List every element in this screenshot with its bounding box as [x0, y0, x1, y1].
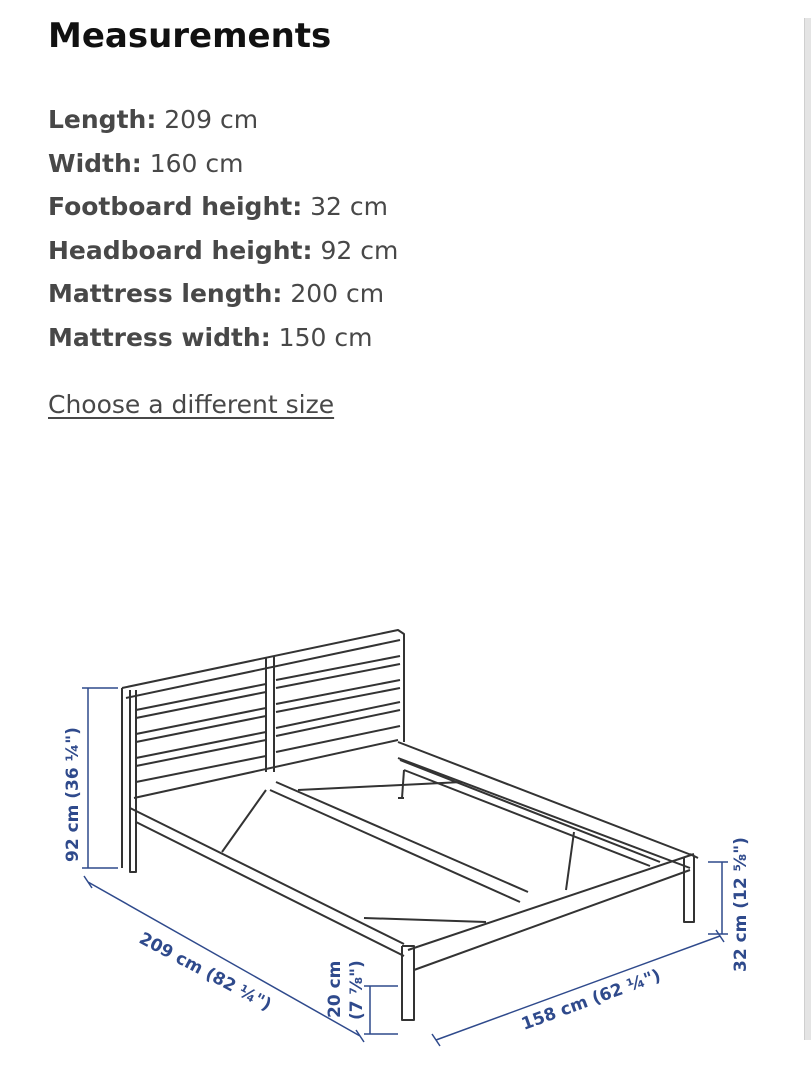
spec-value: 150 cm: [278, 322, 373, 352]
spec-value: 209 cm: [164, 105, 259, 134]
spec-label: Width:: [48, 148, 142, 178]
spec-label: Footboard height:: [48, 192, 303, 221]
spec-label: Mattress width:: [48, 322, 271, 352]
choose-size-link[interactable]: Choose a different size: [48, 390, 335, 419]
spec-footboard-height: [48, 185, 398, 229]
spec-value: 160 cm: [149, 148, 244, 178]
measurements-list: [48, 98, 398, 359]
spec-value: 92 cm: [320, 235, 399, 265]
spec-label: Length:: [48, 105, 157, 134]
spec-length: [48, 98, 398, 142]
spec-label: Mattress length:: [48, 279, 283, 308]
spec-mattress-width: [48, 316, 398, 360]
bed-dimension-diagram: [0, 600, 811, 1080]
spec-value: 32 cm: [310, 192, 389, 221]
spec-mattress-length: [48, 272, 398, 316]
spec-value: 200 cm: [290, 279, 385, 308]
footboard-height-label: 32 cm (12 ⅝"): [731, 837, 751, 972]
headboard-height-label: 92 cm (36 ¼"): [63, 727, 83, 862]
leg-height-in-label: (7 ⅞"): [347, 960, 367, 1020]
spec-headboard-height: [48, 229, 398, 273]
page-title: Measurements: [48, 16, 332, 56]
bed-length-label: 209 cm (82 ¼"): [135, 928, 275, 1016]
spec-label: Headboard height:: [48, 235, 313, 265]
bed-width-label: 158 cm (62 ¼"): [518, 965, 664, 1035]
leg-height-cm-label: 20 cm: [325, 960, 345, 1018]
page-scrollbar[interactable]: [804, 18, 811, 1040]
spec-width: [48, 142, 398, 186]
